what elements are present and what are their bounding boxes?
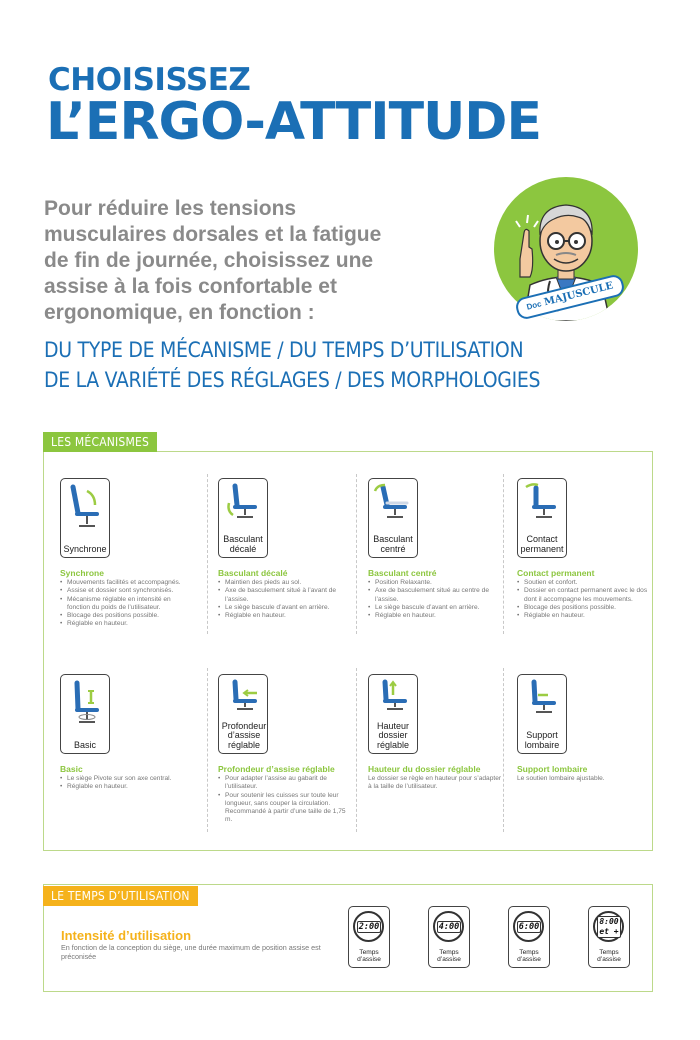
- time-card-8h-plus: [588, 906, 630, 968]
- mechanism-bullet: • Soutien et confort.: [517, 579, 652, 587]
- mechanism-box-label: Hauteur dossier réglable: [376, 720, 410, 750]
- clock-time: 4:00: [438, 922, 460, 932]
- basculant-decale-chair-icon: [223, 483, 263, 519]
- doc-prefix: Doc: [525, 299, 543, 312]
- mechanism-title: Basic: [60, 764, 83, 774]
- basic-chair-icon: [65, 679, 105, 725]
- criteria-line-2: DE LA VARIÉTÉ DES RÉGLAGES / DES MORPHOLOGIES: [44, 368, 541, 392]
- mechanism-description: [368, 579, 503, 620]
- mechanism-icon-box: [517, 674, 567, 754]
- criteria-line-1: DU TYPE DE MÉCANISME / DU TEMPS D’UTILISATION: [44, 338, 524, 362]
- mechanism-description: [218, 579, 353, 620]
- intro-line: de fin de journée, choisissez une: [44, 249, 374, 272]
- intro-line: Pour réduire les tensions: [44, 197, 297, 220]
- synchrone-chair-icon: [65, 483, 105, 529]
- mechanism-description: [517, 579, 652, 620]
- temps-description: En fonction de la conception du siège, une durée maximum de position assise est préconisée: [61, 943, 321, 961]
- mechanism-box-label: Contact permanent: [520, 534, 564, 554]
- clock-icon: [513, 911, 544, 942]
- mechanism-bullet: • Position Relaxante.: [368, 579, 503, 587]
- mechanism-bullet: • Assise et dossier sont synchronisés.: [60, 587, 195, 595]
- mechanism-box-label: Basculant décalé: [223, 534, 263, 554]
- temps-title: Intensité d’utilisation: [61, 928, 192, 943]
- column-divider: [503, 474, 504, 634]
- intro-line: ergonomique, en fonction :: [44, 301, 315, 324]
- profondeur-assise-chair-icon: [223, 679, 263, 711]
- mechanism-icon-box: [218, 674, 268, 754]
- clock-icon: [593, 911, 624, 942]
- column-divider: [207, 668, 208, 832]
- mechanism-icon-box: [517, 478, 567, 558]
- mechanism-box-label: Basic: [73, 739, 96, 750]
- time-card-label: Temps d’assise: [437, 948, 461, 964]
- mechanism-box-label: Synchrone: [63, 543, 107, 554]
- clock-icon: [433, 911, 464, 942]
- intro-paragraph: [44, 196, 464, 326]
- mechanism-icon-box: [368, 674, 418, 754]
- mechanism-title: Profondeur d’assise réglable: [218, 764, 335, 774]
- mechanism-bullet: • Réglable en hauteur.: [60, 783, 195, 791]
- mechanism-bullet: • Axe de basculement situé à l’avant de l’assise.: [218, 587, 353, 604]
- column-divider: [356, 668, 357, 832]
- title-line-1: CHOISISSEZ: [48, 62, 251, 98]
- mechanism-box-label: Support lombaire: [524, 730, 560, 750]
- intro-line: assise à la fois confortable et: [44, 275, 337, 298]
- mechanism-text: Le soutien lombaire ajustable.: [517, 775, 605, 782]
- mechanism-bullet: • Réglable en hauteur.: [60, 620, 195, 628]
- time-card-label: Temps d’assise: [357, 948, 381, 964]
- mechanism-icon-box: [218, 478, 268, 558]
- time-card-2h: [348, 906, 390, 968]
- mechanism-description: [60, 775, 195, 792]
- mechanism-title: Support lombaire: [517, 764, 588, 774]
- mecanismes-tab: LES MÉCANISMES: [43, 432, 157, 452]
- doc-name: MAJUSCULE: [542, 280, 615, 309]
- mechanism-bullet: • Mouvements facilités et accompagnés.: [60, 579, 195, 587]
- mechanism-bullet: • Le siège bascule d’avant en arrière.: [368, 604, 503, 612]
- mechanism-icon-box: [60, 674, 110, 754]
- column-divider: [356, 474, 357, 634]
- column-divider: [207, 474, 208, 634]
- mechanism-description: [517, 775, 652, 783]
- time-card-6h: [508, 906, 550, 968]
- column-divider: [503, 668, 504, 832]
- mechanism-bullet: • Axe de basculement situé au centre de l’assise.: [368, 587, 503, 604]
- contact-permanent-chair-icon: [522, 483, 562, 519]
- basculant-centre-chair-icon: [373, 483, 413, 519]
- mechanism-title: Basculant centré: [368, 568, 437, 578]
- mechanism-description: [368, 775, 503, 792]
- mechanism-icon-box: [60, 478, 110, 558]
- mechanism-bullet: • Maintien des pieds au sol.: [218, 579, 353, 587]
- clock-time-suffix: et +: [599, 926, 619, 936]
- mechanism-bullet: • Réglable en hauteur.: [368, 612, 503, 620]
- title-line-2: L’ERGO-ATTITUDE: [46, 92, 541, 152]
- mechanism-title: Hauteur du dossier réglable: [368, 764, 481, 774]
- mechanism-bullet: • Pour adapter l’assise au gabarit de l’utilisateur.: [218, 775, 353, 792]
- mechanism-bullet: • Réglable en hauteur.: [517, 612, 652, 620]
- mechanism-text: Le dossier se règle en hauteur pour s’adapter à la taille de l’utilisateur.: [368, 775, 502, 791]
- clock-time: 2:00: [358, 922, 380, 932]
- mechanism-icon-box: [368, 478, 418, 558]
- hauteur-dossier-chair-icon: [373, 679, 413, 711]
- temps-tab: LE TEMPS D’UTILISATION: [43, 886, 198, 906]
- mechanism-bullet: • Dossier en contact permanent avec le dos dont il accompagne les mouvements.: [517, 587, 652, 604]
- mechanism-bullet: • Mécanisme réglable en intensité en fonction du poids de l’utilisateur.: [60, 596, 195, 613]
- mechanism-box-label: Profondeur d’assise réglable: [221, 720, 267, 750]
- mechanism-bullet: • Réglable en hauteur.: [218, 612, 353, 620]
- mechanism-title: Synchrone: [60, 568, 104, 578]
- support-lombaire-chair-icon: [522, 679, 562, 715]
- mechanism-title: Basculant décalé: [218, 568, 288, 578]
- mechanism-description: [218, 775, 353, 825]
- time-card-label: Temps d’assise: [597, 948, 621, 964]
- clock-time: [597, 916, 621, 938]
- mechanism-bullet: • Pour soutenir les cuisses sur toute leur longueur, sans couper la circulation. Recommandé à partir d’une taille de 1,75 m.: [218, 792, 353, 825]
- mechanism-description: [60, 579, 195, 629]
- mechanism-bullet: • Le siège Pivote sur son axe central.: [60, 775, 195, 783]
- intro-line: musculaires dorsales et la fatigue: [44, 223, 382, 246]
- mechanism-box-label: Basculant centré: [373, 534, 413, 554]
- time-card-4h: [428, 906, 470, 968]
- mechanism-bullet: • Blocage des positions possible.: [60, 612, 195, 620]
- mechanism-title: Contact permanent: [517, 568, 595, 578]
- clock-icon: [353, 911, 384, 942]
- clock-time-value: 8:00: [599, 917, 619, 926]
- mechanism-bullet: • Le siège bascule d’avant en arrière.: [218, 604, 353, 612]
- clock-time: 6:00: [518, 922, 540, 932]
- time-card-label: Temps d’assise: [517, 948, 541, 964]
- mechanism-bullet: • Blocage des positions possible.: [517, 604, 652, 612]
